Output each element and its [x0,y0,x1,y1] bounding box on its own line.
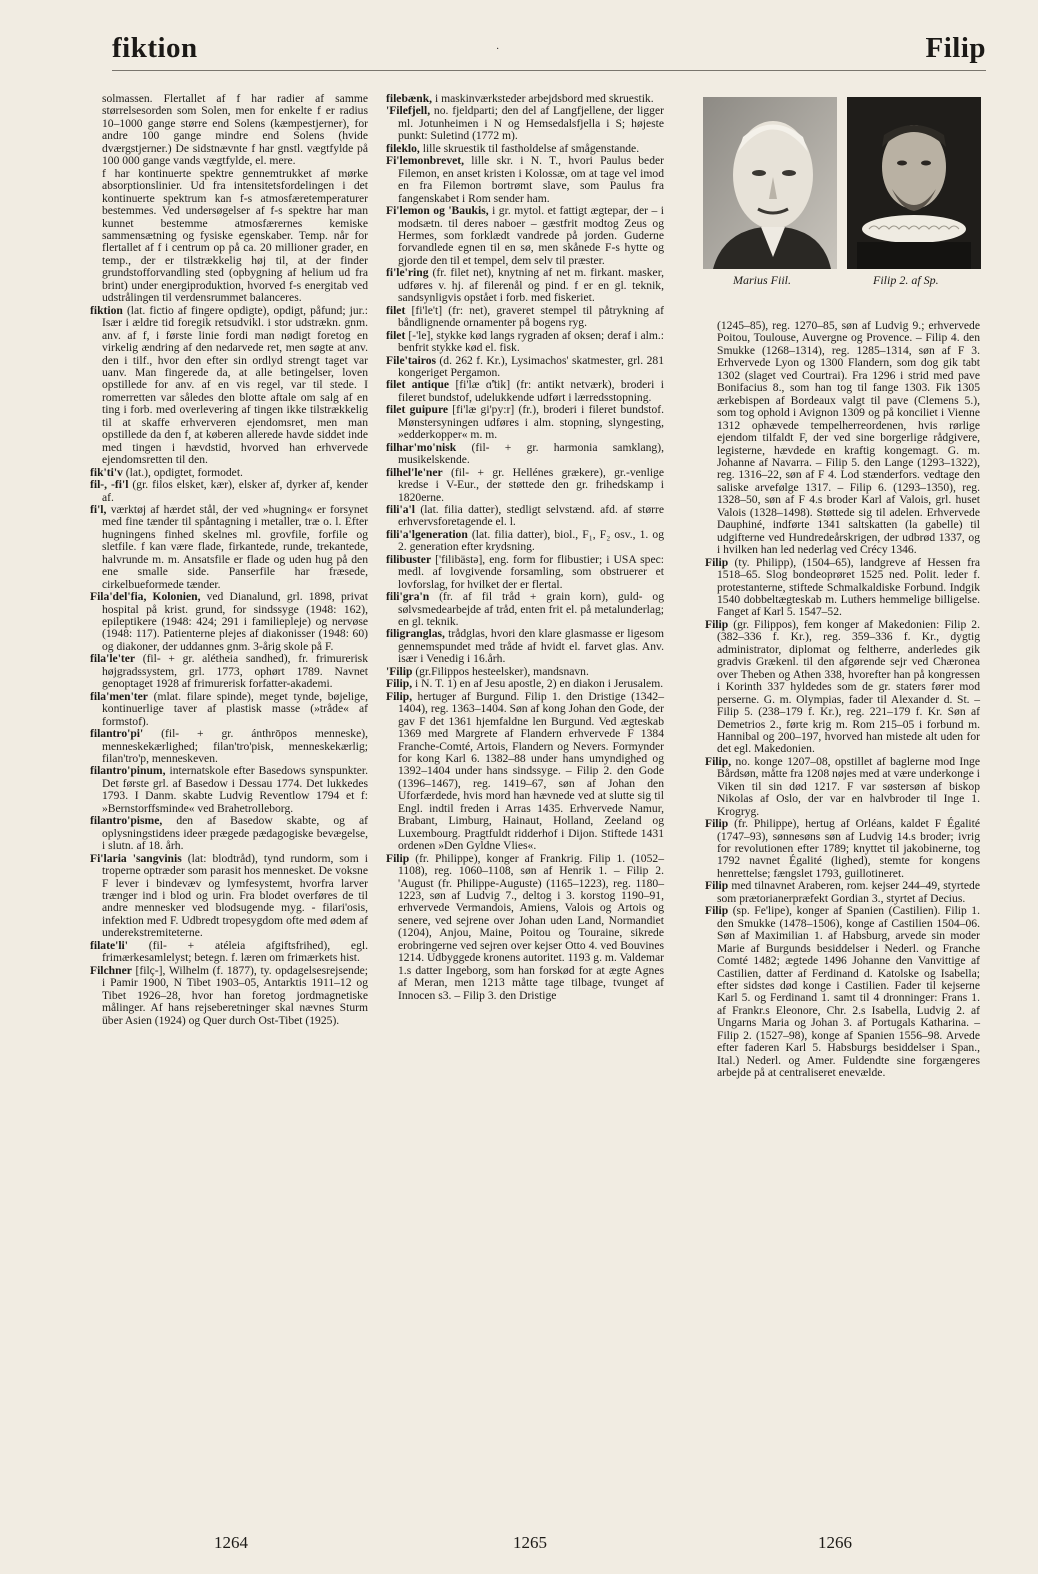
dictionary-entry [386,105,664,142]
entry-text: (1245–85), reg. 1270–85, søn af Ludvig 9.; erhvervede Poitou, Toulouse, Auvergne og Provence. – Filip 4. den Smukke (1268–1314), reg. 1285–1314, søn af F 3. Erhvervede Lyon og 1300 Flandern, som dog gik tabt 1302 (slaget ved Courtrai). Fra 1296 i strid med pave Bonifacius 8., som han tog til fange 1303. Fik 1305 ærkebispen af Bordeaux valgt til pave (Clemens 5.), som tog ophold i Avignon 1309 og på konciliet i Vienne 1312 ophævede tempelherreordenen, hvis rørlige ejendom tilfaldt F, der ved sine borgerlige rådgivere, legisterne, hævdede en kraftig kongemagt. G. m. Johanne af Navarra. – Filip 5. den Lange (1293–1322), reg. 1316–22, søn af F 4. Lod stænderfors. vedtage den saliske arvefølge 1317. – Filip 6. (1293–1350), reg. 1328–50, søn af F 4.s broder Karl af Valois, grl. huset Valois (1328–1498). Støttede sig til adelen. Erhvervede Dauphiné, indførte 1341 saltskatten (la gabelle) til udgifterne ved Hundredeårskrigen, der udbrød 1337, og i hvilken han led nederlag ved Crécy 1346. [717,319,980,557]
dictionary-entry [386,355,664,380]
entry-text: [-'le], stykke kød langs rygraden af oksen; deraf i alm.: benfrit stykke kød el. fisk. [398,328,664,355]
entry-text: i N. T. 1) en af Jesu apostle, 2) en diakon i Jerusalem. [412,677,664,691]
dictionary-entry [386,467,664,504]
entry-text: (fr. Philippe), hertug af Orléans, kaldet F Égalité (1747–93), sønnesøns søn af Ludvig 14.s broder; ivrig for revolutionen efter 1789; knyttet til jakobinerne, tog 1792 navnet Égalité (lighed), stemte for kongens henrettelse; fængslet 1793, guillotineret. [717,817,980,880]
entry-headword: 'Filip [386,664,413,678]
portrait-filip-2 [847,97,981,269]
dictionary-entry [386,691,664,853]
entry-text: internatskole efter Basedows synspunkter. Det første grl. af Basedow i Dessau 1774. Det lukkedes 1793. I Danm. skabte Ludvig Reventlow 1794 et f: »Bernstorffsminde« ved Brahetrolleborg. [102,764,368,815]
entry-headword: filhar'mo'nisk [386,440,457,454]
entry-headword: Filip, [705,754,732,768]
entry-text: (lat. filia datter), stedligt selvstænd. afd. af større erhvervsforetagende el. l. [398,502,664,529]
entry-headword: filebænk, [386,92,433,105]
entry-text: [fi'læ gi'py:r] (fr.), broderi i fileret bundstof. Mønstersyningen udføres i alm. stopning, slyngesting, »edderkopper« m. m. [398,403,665,442]
entry-text: (lat: blodtråd), tynd rundorm, som i troperne optræder som parasit hos mennesket. De voksne F lever i bindevæv og lymfesystemt, hvorfra larver trænger ind i blod og urin. Fra blodet overføres de til andre mennesker ved blodsugende myg. - filari'osis, infektion med F. Udbredt tropesygdom ofte med ødem af underekstremiteterne. [102,851,368,940]
entry-headword: Filip, [386,689,413,703]
entry-text: trådglas, hvori den klare glasmasse er ligesom gennemspundet med tråde af hvidt el. farvet glas. Anv. især i Venedig i 16.årh. [398,627,664,666]
dictionary-entry [90,93,368,168]
portrait-photos [703,97,981,297]
dictionary-entry [705,557,980,619]
entry-headword: filibuster [386,552,432,566]
dictionary-entry [90,305,368,467]
dictionary-entry [705,320,980,557]
entry-text: [fi'læ ɑ̃'tik] (fr: antikt netværk), broderi i fileret bundstof, udelukkende udført i lærredsstopning. [398,378,664,404]
dictionary-entry [386,305,664,330]
entry-text: [filç-], Wilhelm (f. 1877), ty. opdagelsesrejsende; i Pamir 1900, N Tibet 1903–05, Antarktis 1911–12 og Tibet 1926–28, hvor han foretog jordmagnetiske målinger. Af hans rejseberetninger skal nævnes Sturm über Asien (1924) og Quer durch Ost-Tibet (1925). [102,963,368,1027]
entry-text: (sp. Fe'lipe), konger af Spanien (Castilien). Filip 1. den Smukke (1478–1506), konge af Castilien 1504–06. Søn af Maximilian 1. af Habsburg, arvede sin moder Marie af Burgunds besiddelser i Nederl. og Franche Comté 1482; ægtede 1496 Johanne den Vanvittige af Castilien, datter af Ferdinand d. Katolske og Isabella; efter sidstes død konge i Castilien. Fader til kejserne Karl 5. og Ferdinand 1. samt til 4 dronninger: Frans 1. af Frankr.s Eleonore, Chr. 2.s Isabella, Ludvig 2. af Ungarns Maria og Johan 3. af Portugals Katharina. – Filip 2. (1527–98), konge af Spanien 1556–98. Arvede efter faderen Karl 5. Habsburgs besiddelser i Span., Ital.) Nederl. og Amer. Fuldendte sine forgængeres arbejde på at centraliseret enevælde. [717,904,980,1080]
entry-headword: fik'ti'v [90,465,123,479]
dictionary-entry [386,529,664,554]
entry-text: i maskinværksteder arbejdsbord med skruestik. [432,92,654,105]
entry-headword: filigranglas, [386,627,445,641]
dictionary-entry [386,330,664,355]
dictionary-entry [386,628,664,665]
column-3 [705,320,980,1080]
dictionary-entry [386,853,664,1002]
dictionary-entry [386,155,664,205]
entry-headword: Filip [705,879,729,893]
dictionary-entry [386,379,664,404]
entry-headword: filantro'pi' [90,727,144,741]
entry-text: (fil- + gr. ánthrōpos menneske), menneskekærlighed; filan'tro'pisk, menneskekærlig; filan'tro'p, menneskeven. [102,727,368,766]
entry-text: værktøj af hærdet stål, der ved »hugning« er forsynet med fine tænder til spåntagning i metaller, træ o. l. Efter hugningens finhed skelnes ml. grovfile, forfile og sletfile. f kan være flade, firkantede, runde, trekantede, halvrunde m. m. Ansatsfile er flade og uden hug på den ene smalle side. Panserfile har fræsede, cirkelbueformede tænder. [102,502,368,591]
entry-text: (lat. filia datter), biol., F₁, F₂ osv., 1. og 2. generation efter krydsning. [398,527,664,554]
entry-headword: filantro'pinum, [90,764,166,778]
entry-text: (gr.Filippos hesteelsker), mandsnavn. [412,664,589,678]
entry-text: [fi'le't] (fr: net), graveret stempel til påtrykning af båndlignende ornamenter på bogens ryg. [398,303,664,330]
portrait-marius-fiil [703,97,837,269]
dictionary-entry [90,728,368,765]
entry-text: med tilnavnet Araberen, rom. kejser 244–49, styrtede som prætorianerpræfekt Gordian 3., styrtet af Decius. [717,879,980,905]
entry-text: f har kontinuerte spektre gennemtrukket af mørke absorptionslinier. Ud fra intensitetsfordelingen i det kontinuerte spektrum kan f-s atmosfæretemperaturer bestemmes. Ved undersøgelser af f-s spektre har man kunnet bestemme atmosfærernes kemiske sammensætning og fysiske egenskaber. Temp. når for flertallet af f i centrum op på ca. 20 millioner grader, en temp., der er tilstrækkelig høj til, at der finder grundstofforvandling sted (opbygning af helium ud fra brint) under energiproduktion, hvorved f-s energitab ved udstrålingen til verdensrummet balanceres. [102,166,368,305]
entry-headword: Filip [705,617,729,631]
entry-text: (mlat. filare spinde), meget tynde, bøjelige, kontinuerlige taver af plastisk masse (»tråde« af formstof). [102,689,368,728]
dictionary-entry [90,765,368,815]
dictionary-entry [90,940,368,965]
entry-headword: Filchner [90,963,132,977]
dictionary-entry [705,880,980,905]
column-2 [386,93,664,1002]
entry-text: (gr. filos elsket, kær), elsker af, dyrker af, kender af. [102,478,368,504]
dictionary-entry [386,267,664,304]
entry-headword: 'Filefjell, [386,104,431,118]
entry-text: (fr. filet net), knytning af net m. firkant. masker, udføres v. hj. af filerenål og pind. f er en gl. teknik, sandsynligvis opstået i forb. med fiskeriet. [398,266,664,305]
dictionary-entry [705,905,980,1079]
dictionary-entry [90,691,368,728]
dictionary-entry [386,404,664,441]
entry-headword: filhel'le'ner [386,465,443,479]
entry-headword: filantro'pisme, [90,814,163,828]
entry-headword: fiktion [90,303,123,317]
entry-headword: Filip [705,904,729,918]
entry-headword: fila'men'ter [90,689,148,703]
entry-text: (d. 262 f. Kr.), Lysimachos' skatmester, grl. 281 kongeriget Pergamon. [398,353,664,379]
entry-headword: fili'a'lgeneration [386,527,468,541]
entry-headword: Fi'lemon og 'Baukis, [386,204,489,218]
entry-headword: fila'le'ter [90,652,136,666]
dictionary-entry [90,504,368,591]
dictionary-entry [386,504,664,529]
entry-text: (fil- + atéleia afgiftsfrihed), egl. frimærkesamlelyst; betegn. f. læren om frimærkets hist. [102,938,368,965]
page-number-right: 1266 [818,1533,852,1552]
dictionary-entry [90,168,368,305]
caption-right: Filip 2. af Sp. [873,273,939,287]
entry-headword: Filip [386,851,410,865]
entry-text: (fr. Philippe), konger af Frankrig. Filip 1. (1052–1108), reg. 1060–1108, søn af Henrik 1. – Filip 2. 'August (fr. Philippe-Auguste) (1165–1223), reg. 1180–1223, søn af Ludvig 7., deltog i 3. korstog 1190–91, erhvervede Vermandois, Amiens, Valois og Artois og senere, ved sejrene over Johan uden Land, Normandiet (1204), Anjou, Maine, Poitou og Touraine, sikrede erobringerne ved sejren over kejser Otto 4. ved Bouvines 1214. Udbyggede kronens autoritet. 1193 g. m. Valdemar 1.s datter Ingeborg, som han forskød for at ægte Agnes af Meran, men 1213 måtte tage tilbage, tvunget af Innocen s3. – Filip 3. den Dristige [398,851,664,1002]
entry-headword: filate'li' [90,938,128,952]
dictionary-entry [90,591,368,653]
entry-text: ved Dianalund, grl. 1898, privat hospital på krist. grund, for sindssyge (1948: 162), epileptikere (1948: 424; 291 i familiepleje) og nervøse (1948: 117). Patienterne plejes af diakonisser (1948: 60) og diakoner, der uddannes gnm. 3-årig skole på F. [102,590,368,653]
entry-headword: fileklo, [386,141,420,155]
entry-text: hertuger af Burgund. Filip 1. den Dristige (1342–1404), reg. 1363–1404. Søn af kong Johan den Gode, der gav F det 1361 hjemfaldne len Burgund. Ved ægteskab 1369 med Margrete af Flandern erhvervede F 1384 Franche-Comté, Artois, Flandern og Nevers. Formynder for kong Karl 6. 1382–88 under hans umyndighed og 1392–1404 under hans sindssyge. – Filip 2. den Gode (1396–1467), reg. 1419–67, søn af Johan den Uforfærdede, hvis mord han hævnede ved at slutte sig til Engl. indtil freden i Arras 1435. Erhvervede Namur, Brabant, Limburg, Hainaut, Holland, Zeeland og Luxembourg. Pragtfuldt ridderhof i Dijon. Stiftede 1431 ordenen »Den Gyldne Vlies«. [398,689,664,853]
page-number-left: 1264 [214,1533,248,1552]
entry-text: (fr. af fil tråd + grain korn), guld- og sølvsmedearbejde af tråd, enten frit el. på metalunderlag; en gl. teknik. [398,590,664,629]
dictionary-entry [386,205,664,267]
entry-text: (lat.), opdigtet, formodet. [122,465,243,479]
dictionary-entry [705,818,980,880]
entry-text: (ty. Philipp), (1504–65), landgreve af Hessen fra 1518–65. Slog bondeoprøret 1525 ned. Polit. leder f. protestanterne, stiftede Schmalkaldiske Forbund. Indgik 1540 dobbeltægteskab m. Luthers hemmelige billigelse. Fanget af Karl 5. 1547–52. [717,555,980,619]
entry-text: (lat. fictio af fingere opdigte), opdigt, påfund; jur.: Især i ældre tid foregik retsudvikl. i stor udstrækn. gnm. anv. af f, i første linie fordi man nødigt foretog en virkelig ændring af den nedarvede ret, men søgte at anv. den i tilf., hvor den efter sin ordlyd strengt taget var uanv. Man fingerede da, at alle betingelser, loven opstillede for anv. af en vis regel, var til stede. I romerretten var således den blotte aftale om salg af en ting i forb. med overlevering af tingen ikke tilstrækkelig til at skaffe erhververen ejendomsret, men man opstillede da den f, at køberen allerede havde siddet inde med tingen i hævdstid, hvorved han erhvervede ejendomsretten til den. [102,303,368,467]
running-head-right: Filip [925,32,986,64]
column-1 [90,93,368,1027]
entry-headword: File'tairos [386,353,437,367]
entry-headword: fil-, -fi'l [90,478,129,492]
entry-text: (fil- + gr. alétheia sandhed), fr. frimurerisk højgradssystem, grl. 1773, ophørt 1789. Navnet genoptaget 1928 af frimurerisk forfatter-akademi. [102,652,368,691]
entry-headword: Filip [705,555,729,569]
dictionary-entry [90,479,368,504]
entry-headword: fili'gra'n [386,590,430,604]
entry-text: ['filibästə], eng. form for flibustier; i USA spec: medl. af lovgivende forsamling, som obstruerer et lovforslag, for hvilket der er flertal. [398,552,664,591]
entry-headword: filet [386,328,406,342]
entry-headword: fili'a'l [386,502,415,516]
entry-text: no. fjeldparti; den del af Langfjellene, der ligger ml. Jotunheimen i N og Hemsedalsfjella i S; højeste punkt: Suletind (1772 m). [398,104,664,143]
dictionary-entry [90,853,368,940]
dictionary-entry [90,965,368,1027]
entry-text: no. konge 1207–08, opstillet af baglerne mod Inge Bårdsøn, måtte fra 1208 nøjes med at være underkonge i Viken til sin død 1217. F var søstersøn af biskop Nikolas af Oslo, der var en halvbroder til Inge 1. Krogryg. [717,754,980,818]
dictionary-entry [705,756,980,818]
entry-text: den af Basedow skabte, og af oplysningstidens ideer prægede pædagogiske bevægelse, i slutn. af 18. årh. [102,814,368,853]
dictionary-entry [90,653,368,690]
header-rule [112,70,986,71]
center-mark: · [496,44,500,55]
entry-headword: Filip [705,817,729,831]
dictionary-entry [705,619,980,756]
entry-text: solmassen. Flertallet af f har radier af samme størrelsesorden som Solen, men for enkelte f er radius 10–1000 gange større end Solens (kæmpestjerner), for andre 100 gange mindre end Solens (hvide dværgstjerner.) De sidstnævnte f har gnstl. vægtfylde på 100 000 gange vands vægtfylde, el. mere. [102,92,368,168]
entry-text: lille skruestik til fastholdelse af smågenstande. [419,141,640,155]
entry-headword: filet guipure [386,403,449,417]
running-head-left: fiktion [112,32,198,64]
entry-text: (fil- + gr. harmonia samklang), musikelskende. [398,440,664,467]
entry-text: i gr. mytol. et fattigt ægtepar, der – i modsætn. til deres naboer – gæstfrit modtog Zeus og Hermes, som forklædt vandrede på jorden. Guderne forvandlede egnen til en sø, men skånede F-s hytte og gjorde den til et tempel, dem selv til præster. [398,204,665,267]
entry-headword: fi'l, [90,502,107,516]
entry-text: lille skr. i N. T., hvori Paulus beder Filemon, en anset kristen i Kolossæ, om at tage vel imod en fra Filemon bortrømt slave, som Paulus fra fangenskabet i Rom sender ham. [398,154,664,205]
entry-headword: filet [386,303,406,317]
entry-headword: filet antique [386,378,450,392]
entry-headword: Fila'del'fia, Kolonien, [90,590,201,604]
page-number-center: 1265 [513,1533,547,1552]
dictionary-entry [386,554,664,591]
caption-left: Marius Fiil. [733,273,792,287]
entry-text: (fil- + gr. Hellénes grækere), gr.-venlige kredse i V-Eur., der støttede den gr. frihedskamp i 1820erne. [398,465,664,504]
dictionary-entry [386,591,664,628]
entry-headword: fi'le'ring [386,266,429,280]
entry-headword: Filip, [386,677,413,691]
entry-headword: Fi'laria 'sangvinis [90,851,182,865]
dictionary-entry [386,442,664,467]
entry-text: (gr. Filippos), fem konger af Makedonien: Filip 2. (382–336 f. Kr.), reg. 359–336 f. Kr., dygtig administrator, diplomat og feltherre, anderledes gik gradvis Grækenl. til den afgørende sejr ved Chæronea over Theben og Athen 338, hvorefter han på kongressen i Korinth 337 hyldedes som de gr. staters fører mod perserne. G. m. Olympias, fader til Alexander d. St. – Filip 5. (238–179 f. Kr.), reg. 221–179 f. Kr. Søn af Demetrios 2., førte krig m. Rom 215–05 i forbund m. Hannibal og 200–197, hvorved han mistede alt uden for det egl. Makedonien. [717,617,980,756]
entry-headword: Fi'lemonbrevet, [386,154,465,168]
dictionary-entry [90,815,368,852]
